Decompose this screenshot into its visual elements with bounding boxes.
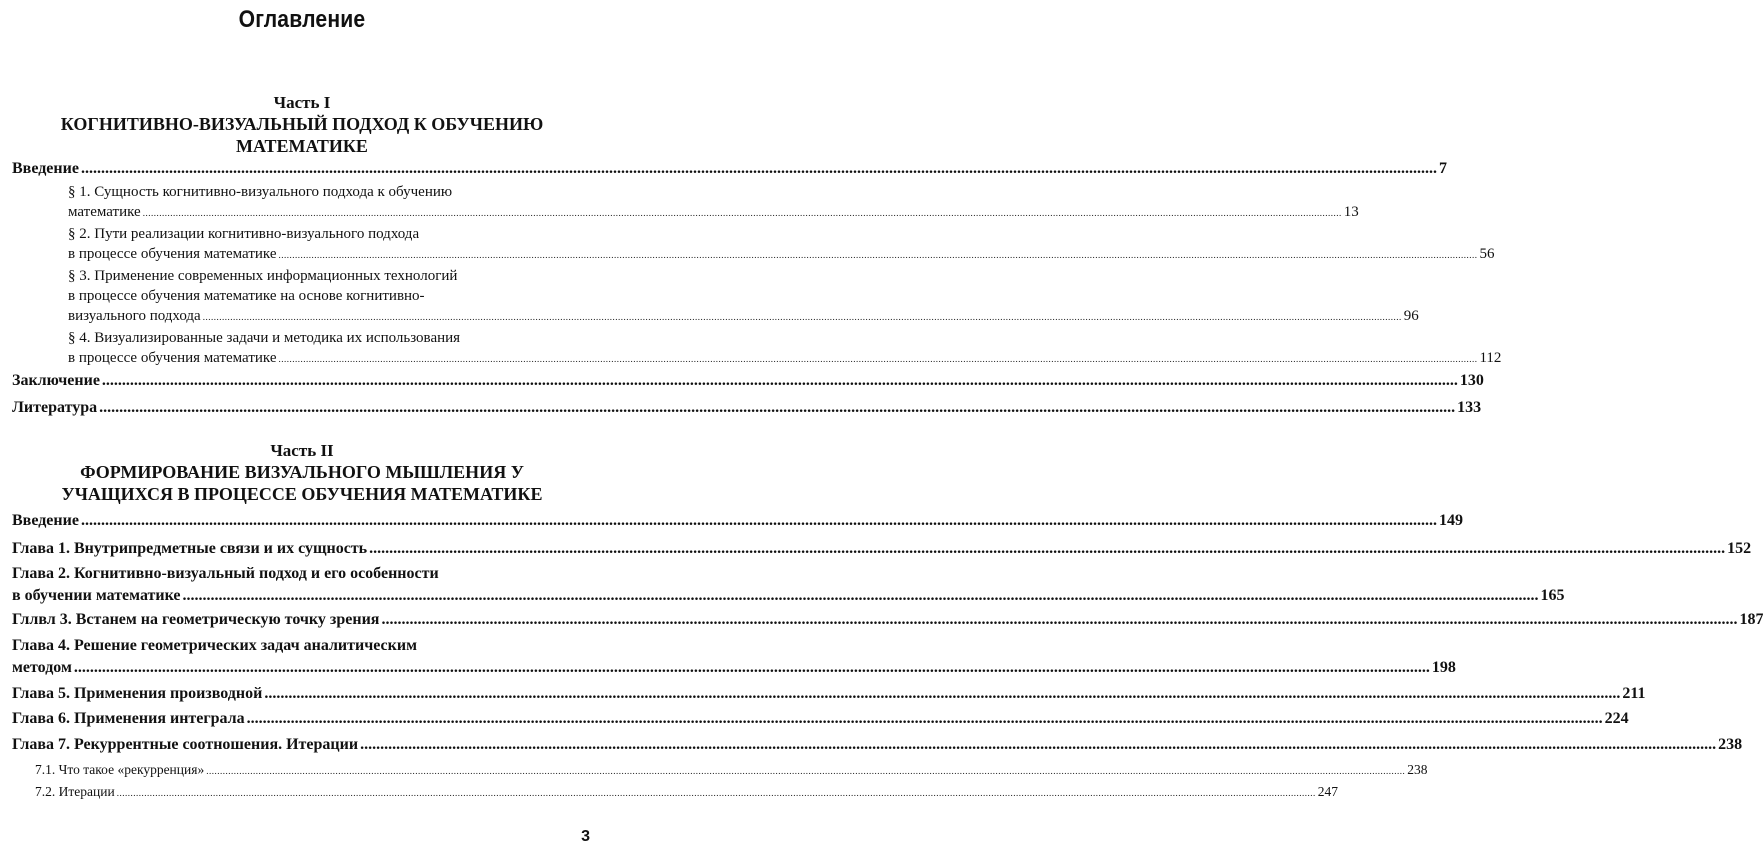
toc-entry-chapter-6[interactable] (12, 710, 1629, 728)
entry-title: Глава 7. Рекуррентные соотношения. Итерации (12, 736, 359, 753)
entry-page: 112 (1479, 350, 1502, 366)
dot-leader (81, 512, 1437, 530)
entry-page: 211 (1622, 685, 1646, 702)
toc-entry-subsection-7-2[interactable] (35, 784, 1338, 800)
entry-title: визуального подхода (68, 308, 201, 324)
toc-entry-part2-intro[interactable] (12, 512, 1463, 530)
entry-title: в процессе обучения математике (68, 350, 277, 366)
toc-entry-part1-intro[interactable] (12, 160, 1447, 178)
entry-title: в обучении математике (12, 587, 181, 604)
toc-entry-section-1[interactable] (68, 204, 1359, 221)
toc-entry-chapter-1[interactable] (12, 540, 1752, 558)
entry-page: 224 (1604, 710, 1629, 727)
section-3-line2: в процессе обучения математике на основе когнитивно- (68, 288, 425, 304)
toc-entry-chapter-4[interactable] (12, 659, 1456, 677)
entry-title: 7.1. Что такое «рекурренция» (35, 762, 205, 777)
dot-leader (99, 399, 1455, 417)
entry-page: 187 (1739, 611, 1763, 628)
entry-page: 247 (1317, 784, 1338, 799)
dot-leader (143, 208, 1342, 218)
entry-title: Глава 5. Применения производной (12, 685, 263, 702)
toc-entry-chapter-2[interactable] (12, 587, 1565, 605)
page-number: 3 (581, 828, 590, 845)
entry-page: 152 (1727, 540, 1752, 557)
chapter-4-line1: Глава 4. Решение геометрических задач аналитическим (12, 637, 417, 654)
dot-leader (360, 736, 1716, 754)
entry-page: 56 (1479, 246, 1495, 262)
entry-title: методом (12, 659, 72, 676)
entry-title: Глава 1. Внутрипредметные связи и их сущность (12, 540, 368, 557)
section-4-line1: § 4. Визуализированные задачи и методика их использования (68, 330, 461, 346)
entry-page: 96 (1403, 308, 1419, 324)
toc-entry-literature[interactable] (12, 399, 1482, 417)
dot-leader (74, 659, 1430, 677)
entry-title: Литература (12, 399, 98, 416)
entry-title: математике (68, 204, 141, 220)
toc-entry-subsection-7-1[interactable] (35, 762, 1428, 778)
part1-title-line2: МАТЕМАТИКЕ (236, 136, 368, 156)
entry-page: 165 (1540, 587, 1565, 604)
entry-page: 133 (1457, 399, 1482, 416)
dot-leader (117, 788, 1316, 798)
toc-entry-section-4[interactable] (68, 350, 1502, 367)
entry-title: 7.2. Итерации (35, 784, 115, 799)
entry-page: 149 (1438, 512, 1463, 529)
page-title: Оглавление (238, 6, 366, 33)
dot-leader (203, 312, 1402, 322)
toc-entry-chapter-3[interactable] (12, 611, 1763, 629)
dot-leader (183, 587, 1539, 605)
toc-entry-chapter-7[interactable] (12, 736, 1743, 754)
entry-title: в процессе обучения математике (68, 246, 277, 262)
section-1-line1: § 1. Сущность когнитивно-визуального подхода к обучению (68, 184, 453, 200)
part2-title-line1: ФОРМИРОВАНИЕ ВИЗУАЛЬНОГО МЫШЛЕНИЯ У (80, 462, 524, 482)
part1-title-line1: КОГНИТИВНО-ВИЗУАЛЬНЫЙ ПОДХОД К ОБУЧЕНИЮ (60, 114, 544, 134)
entry-page: 238 (1407, 762, 1428, 777)
entry-title: Введение (12, 160, 79, 177)
dot-leader (278, 354, 1477, 364)
part2-title-line2: УЧАЩИХСЯ В ПРОЦЕССЕ ОБУЧЕНИЯ МАТЕМАТИКЕ (61, 484, 543, 504)
dot-leader (278, 250, 1477, 260)
dot-leader (264, 685, 1620, 703)
toc-entry-section-2[interactable] (68, 246, 1495, 263)
entry-title: Гллвл 3. Встанем на геометрическую точку зрения (12, 611, 380, 628)
dot-leader (81, 160, 1437, 178)
dot-leader (102, 372, 1458, 390)
dot-leader (369, 540, 1725, 558)
section-2-line1: § 2. Пути реализации когнитивно-визуального подхода (68, 226, 420, 242)
entry-title: Заключение (12, 372, 100, 389)
chapter-2-line1: Глава 2. Когнитивно-визуальный подход и его особенности (12, 565, 439, 582)
entry-page: 7 (1438, 160, 1447, 177)
entry-page: 13 (1343, 204, 1359, 220)
part1-label: Часть I (273, 93, 331, 112)
entry-page: 130 (1459, 372, 1484, 389)
entry-title: Введение (12, 512, 79, 529)
entry-page: 238 (1718, 736, 1743, 753)
toc-entry-chapter-5[interactable] (12, 685, 1646, 703)
section-3-line1: § 3. Применение современных информационных технологий (68, 268, 458, 284)
part2-label: Часть II (270, 441, 334, 460)
toc-entry-section-3[interactable] (68, 308, 1419, 325)
entry-page: 198 (1431, 659, 1456, 676)
dot-leader (381, 611, 1737, 629)
dot-leader (206, 766, 1405, 776)
dot-leader (247, 710, 1603, 728)
toc-entry-conclusion[interactable] (12, 372, 1484, 390)
entry-title: Глава 6. Применения интеграла (12, 710, 245, 727)
